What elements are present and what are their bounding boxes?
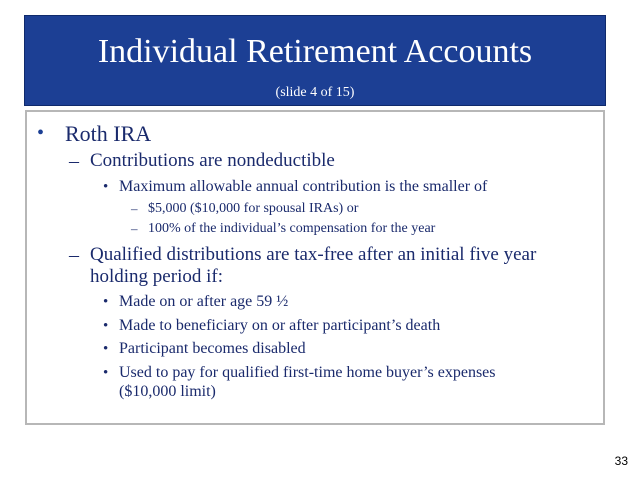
list-item-continuation: ($10,000 limit) [119,383,216,400]
list-item: 100% of the individual’s compensation for the year [148,221,436,236]
list-item: Qualified distributions are tax-free after an initial five year [90,244,537,265]
bullet-icon: • [103,365,109,381]
topic-heading: Roth IRA [65,121,152,146]
list-item: Used to pay for qualified first-time home buyer’s expenses [119,364,496,381]
dash-icon: – [131,221,138,236]
dash-icon: – [131,201,138,216]
dash-icon: – [69,244,79,266]
list-item: Maximum allowable annual contribution is the smaller of [119,178,488,195]
list-item: Made on or after age 59 ½ [119,293,289,310]
bullet-icon: • [103,294,109,310]
slide-subtitle: (slide 4 of 15) [275,85,355,100]
bullet-icon: • [37,122,45,144]
list-item-continuation: holding period if: [90,266,223,287]
slide-title: Individual Retirement Accounts [97,33,533,70]
page-number: 33 [614,454,628,468]
content-box [25,110,605,425]
dash-icon: – [69,150,79,172]
list-item: Participant becomes disabled [119,340,306,357]
list-item: Contributions are nondeductible [90,150,335,171]
list-item: Made to beneficiary on or after participant’s death [119,317,441,334]
bullet-icon: • [103,341,109,357]
bullet-icon: • [103,179,109,195]
bullet-icon: • [103,318,109,334]
list-item: $5,000 ($10,000 for spousal IRAs) or [148,201,359,216]
title-banner [24,15,606,106]
